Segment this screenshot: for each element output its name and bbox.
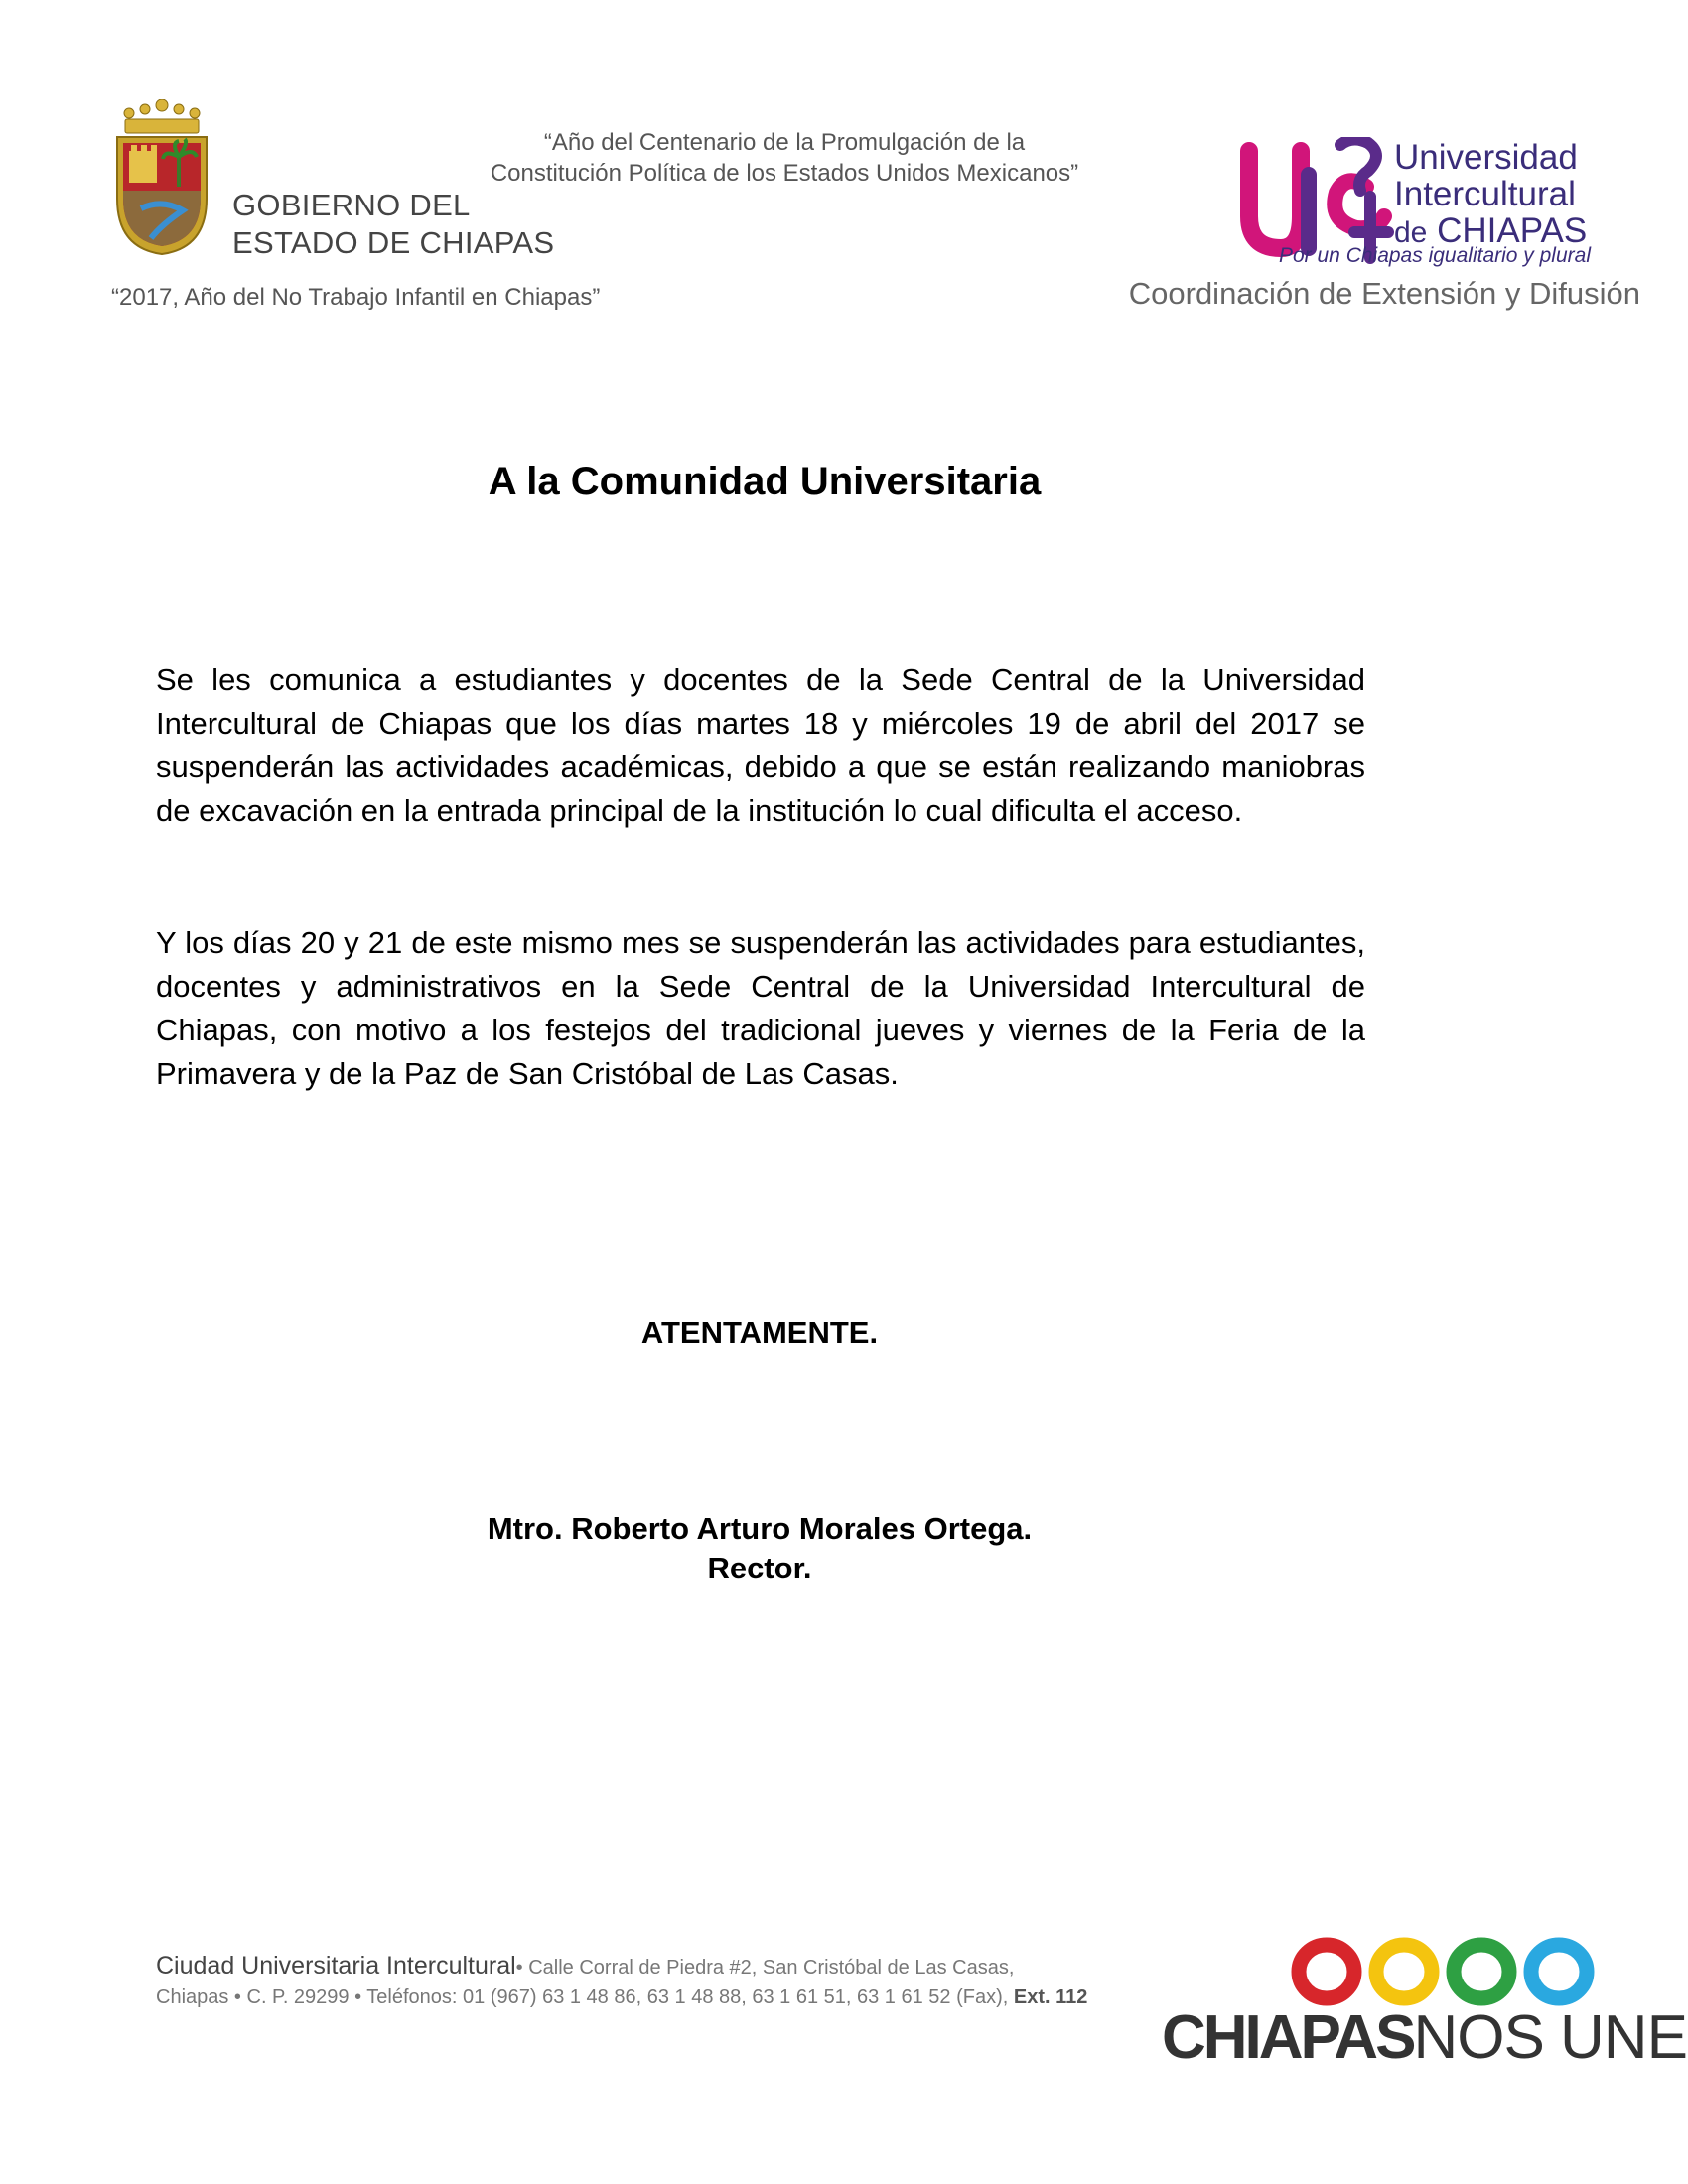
department-name: Coordinación de Extensión y Difusión bbox=[1128, 276, 1640, 311]
signer-name: Mtro. Roberto Arturo Morales Ortega. bbox=[487, 1511, 1033, 1546]
centenary-quote-line1: “Año del Centenario de la Promulgación de la bbox=[543, 129, 1026, 156]
footer-address-text: • Calle Corral de Piedra #2, San Cristóbal de Las Casas, Chiapas • C. P. 29299 • Teléfonos: 01 (967) 63 1 48 86, 63 1 48 88, 63 1 61 51, 63 1 61 52 (Fax), bbox=[156, 1957, 1015, 2008]
university-slogan: Por un Chiapas igualitario y plural bbox=[1278, 244, 1591, 267]
university-name-prefix: de bbox=[1394, 216, 1428, 249]
university-name-line3: CHIAPAS bbox=[1437, 211, 1588, 250]
closing-salutation: ATENTAMENTE. bbox=[640, 1315, 879, 1350]
footer-slogan bbox=[1162, 2003, 1687, 2073]
chiapas-coat-of-arms-icon bbox=[111, 99, 212, 256]
government-name-line2: ESTADO DE CHIAPAS bbox=[232, 225, 555, 260]
government-name-line1: GOBIERNO DEL bbox=[232, 188, 471, 222]
document-title: A la Comunidad Universitaria bbox=[488, 460, 1042, 503]
footer-slogan-thin: NOS UNE bbox=[1413, 2003, 1687, 2072]
paragraph-1: Se les comunica a estudiantes y docentes de la Sede Central de la Universidad Intercultural de Chiapas que los días martes 18 y miércoles 19 de abril del 2017 se suspenderán las actividades académicas, debido a que se están realizando maniobras de excavación en la entrada principal de la institución lo cual dificulta el acceso. bbox=[156, 662, 1365, 828]
footer-place: Ciudad Universitaria Intercultural bbox=[156, 1952, 516, 1979]
footer-extension: Ext. 112 bbox=[1013, 1986, 1088, 2008]
signature-block bbox=[0, 1509, 1519, 1588]
government-name bbox=[232, 187, 554, 262]
university-name bbox=[1394, 139, 1587, 251]
centenary-quote bbox=[397, 127, 1172, 189]
chiapas-nos-une-rings-icon bbox=[1291, 1936, 1609, 2007]
footer-slogan-bold: CHIAPAS bbox=[1162, 2003, 1414, 2072]
university-name-line2: Intercultural bbox=[1394, 175, 1576, 213]
university-name-line1: Universidad bbox=[1394, 138, 1578, 177]
centenary-quote-line2: Constitución Política de los Estados Unidos Mexicanos” bbox=[490, 160, 1079, 187]
footer-address bbox=[156, 1951, 1089, 2012]
paragraph-2: Y los días 20 y 21 de este mismo mes se suspenderán las actividades para estudiantes, docentes y administrativos en la Sede Central de la Universidad Intercultural de Chiapas, con motivo a los festejos del tradicional jueves y viernes de la Feria de la Primavera y de la Paz de San Cristóbal de Las Casas. bbox=[156, 925, 1365, 1091]
signer-title: Rector. bbox=[707, 1551, 812, 1585]
year-quote: “2017, Año del No Trabajo Infantil en Chiapas” bbox=[111, 284, 601, 311]
